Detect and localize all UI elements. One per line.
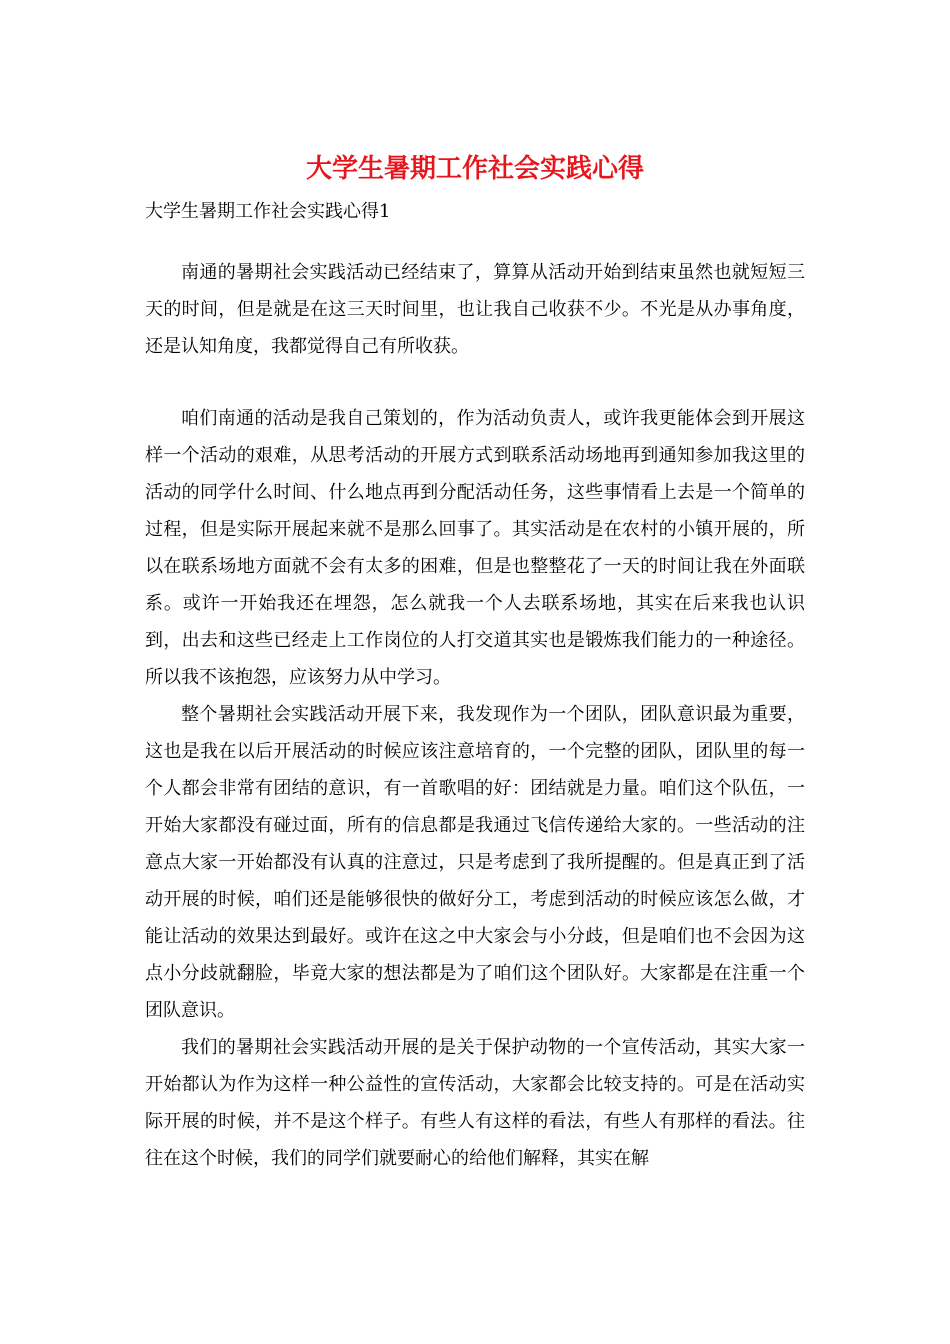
document-title: 大学生暑期工作社会实践心得 — [305, 154, 644, 184]
paragraph-4: 我们的暑期社会实践活动开展的是关于保护动物的一个宣传活动，其实大家一开始都认为作为这样一种公益性的宣传活动，大家都会比较支持的。可是在活动实际开展的时候，并不是这个样子。有些人有这样的看法，有些人有那样的看法。往往在这个时候，我们的同学们就要耐心的给他们解释，其实在解 — [145, 1037, 805, 1169]
paragraph-1: 南通的暑期社会实践活动已经结束了，算算从活动开始到结束虽然也就短短三天的时间，但是就是在这三天时间里，也让我自己收获不少。不光是从办事角度，还是认知角度，我都觉得自己有所收获。 — [145, 262, 805, 357]
document-subtitle: 大学生暑期工作社会实践心得1 — [145, 201, 391, 222]
paragraph-3: 整个暑期社会实践活动开展下来，我发现作为一个团队，团队意识最为重要，这也是我在以后开展活动的时候应该注意培育的，一个完整的团队，团队里的每一个人都会非常有团结的意识，有一首歌唱的好：团结就是力量。咱们这个队伍，一开始大家都没有碰过面，所有的信息都是我通过飞信传递给大家的。一些活动的注意点大家一开始都没有认真的注意过，只是考虑到了我所提醒的。但是真正到了活动开展的时候，咱们还是能够很快的做好分工，考虑到活动的时候应该怎么做，才能让活动的效果达到最好。或许在这之中大家会与小分歧，但是咱们也不会因为这点小分歧就翻脸，毕竟大家的想法都是为了咱们这个团队好。大家都是在注重一个团队意识。 — [145, 704, 805, 1021]
paragraph-2: 咱们南通的活动是我自己策划的，作为活动负责人，或许我更能体会到开展这样一个活动的艰难，从思考活动的开展方式到联系活动场地再到通知参加我这里的活动的同学什么时间、什么地点再到分配活动任务，这些事情看上去是一个简单的过程，但是实际开展起来就不是那么回事了。其实活动是在农村的小镇开展的，所以在联系场地方面就不会有太多的困难，但是也整整花了一天的时间让我在外面联系。或许一开始我还在埋怨，怎么就我一个人去联系场地，其实在后来我也认识到，出去和这些已经走上工作岗位的人打交道其实也是锻炼我们能力的一种途径。所以我不该抱怨，应该努力从中学习。 — [145, 408, 805, 688]
document-page — [145, 145, 805, 1177]
